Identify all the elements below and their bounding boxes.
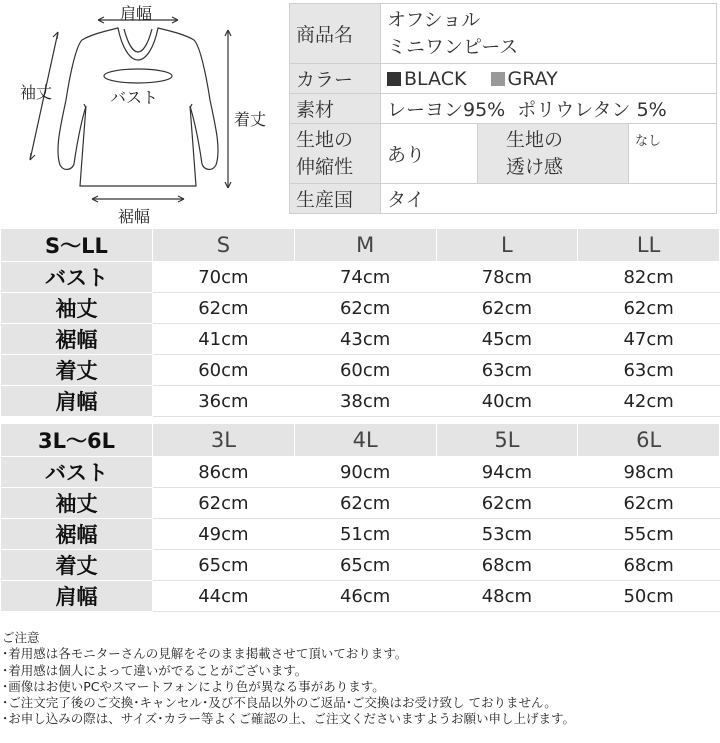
cell-value: 62cm — [436, 488, 578, 519]
table-row — [1, 457, 720, 488]
cell-value: 62cm — [436, 293, 578, 324]
size-col-header: S — [153, 229, 295, 262]
size-table-3l-6l — [0, 423, 720, 612]
name-line-2: ミニワンピース — [387, 35, 519, 58]
row-label: バスト — [1, 457, 153, 488]
table-row — [1, 324, 720, 355]
bust-label: バスト — [110, 88, 159, 107]
notes-title: ご注意 — [2, 630, 40, 645]
cell-value: 62cm — [153, 293, 295, 324]
info-row-origin — [290, 184, 717, 214]
sheer-label: 生地の 透け感 — [478, 124, 629, 184]
sleeve-label: 袖丈 — [20, 83, 53, 102]
size-range-label: 3L～6L — [1, 424, 153, 457]
info-row-material — [290, 94, 717, 124]
product-info-table — [289, 3, 717, 214]
cell-value: 62cm — [578, 488, 720, 519]
black-swatch-icon — [387, 72, 401, 86]
cell-value: 42cm — [578, 386, 720, 417]
row-label: 着丈 — [1, 550, 153, 581]
table-row — [1, 355, 720, 386]
size-header-row — [1, 229, 720, 262]
origin-value: タイ — [381, 184, 717, 214]
size-header-row — [1, 424, 720, 457]
row-label: 着丈 — [1, 355, 153, 386]
material-label: 素材 — [290, 94, 381, 124]
cell-value: 53cm — [436, 519, 578, 550]
cell-value: 98cm — [578, 457, 720, 488]
cell-value: 63cm — [436, 355, 578, 386]
cell-value: 47cm — [578, 324, 720, 355]
cell-value: 74cm — [294, 262, 436, 293]
cell-value: 94cm — [436, 457, 578, 488]
color-value — [381, 64, 717, 94]
cell-value: 48cm — [436, 581, 578, 612]
size-col-header: 4L — [294, 424, 436, 457]
note-line: ･お申し込みの際は、サイズ･カラー等よくご確認の上、ご注文くださいますようお願い申し上げます。 — [2, 711, 576, 727]
info-row-fabric — [290, 124, 717, 184]
info-row-color — [290, 64, 717, 94]
cell-value: 50cm — [578, 581, 720, 612]
cell-value: 60cm — [294, 355, 436, 386]
cell-value: 43cm — [294, 324, 436, 355]
cell-value: 49cm — [153, 519, 295, 550]
row-label: 袖丈 — [1, 488, 153, 519]
row-label: 裾幅 — [1, 324, 153, 355]
note-line: ･画像はお使いPCやスマートフォンにより色が異なる事があります。 — [2, 678, 385, 694]
cell-value: 63cm — [578, 355, 720, 386]
size-col-header: 5L — [436, 424, 578, 457]
row-label: 裾幅 — [1, 519, 153, 550]
note-line: ･ご注文完了後のご交換･キャンセル･及び不良品以外のご返品･ご交換はお受け致し ておりません。 — [2, 695, 557, 711]
cell-value: 60cm — [153, 355, 295, 386]
cell-value: 70cm — [153, 262, 295, 293]
shoulder-label: 肩幅 — [120, 4, 153, 23]
cell-value: 78cm — [436, 262, 578, 293]
size-table-s-ll — [0, 228, 720, 417]
size-col-header: L — [436, 229, 578, 262]
table-row — [1, 386, 720, 417]
table-row — [1, 488, 720, 519]
cell-value: 68cm — [436, 550, 578, 581]
name-label: 商品名 — [290, 4, 381, 64]
cell-value: 38cm — [294, 386, 436, 417]
cell-value: 90cm — [294, 457, 436, 488]
material-value: レーヨン95% ポリウレタン 5% — [381, 94, 717, 124]
stretch-value: あり — [381, 124, 478, 184]
cell-value: 46cm — [294, 581, 436, 612]
size-col-header: M — [294, 229, 436, 262]
hem-label: 裾幅 — [118, 207, 151, 226]
cell-value: 62cm — [294, 488, 436, 519]
color-gray: GRAY — [507, 67, 558, 90]
gray-swatch-icon — [491, 72, 505, 86]
cell-value: 41cm — [153, 324, 295, 355]
note-line: ･着用感は各モニターさんの見解をそのまま掲載させて頂いております。 — [2, 646, 408, 662]
size-col-header: 3L — [153, 424, 295, 457]
info-row-name — [290, 4, 717, 64]
size-col-header: LL — [578, 229, 720, 262]
table-row — [1, 293, 720, 324]
garment-diagram — [0, 0, 290, 226]
cell-value: 62cm — [153, 488, 295, 519]
length-label: 着丈 — [234, 110, 267, 129]
notes-section — [2, 630, 575, 728]
cell-value: 45cm — [436, 324, 578, 355]
cell-value: 55cm — [578, 519, 720, 550]
cell-value: 65cm — [294, 550, 436, 581]
row-label: 肩幅 — [1, 581, 153, 612]
cell-value: 44cm — [153, 581, 295, 612]
color-black: BLACK — [404, 67, 467, 90]
cell-value: 65cm — [153, 550, 295, 581]
table-row — [1, 581, 720, 612]
cell-value: 62cm — [294, 293, 436, 324]
cell-value: 62cm — [578, 293, 720, 324]
cell-value: 86cm — [153, 457, 295, 488]
size-col-header: 6L — [578, 424, 720, 457]
name-value — [381, 4, 717, 64]
cell-value: 36cm — [153, 386, 295, 417]
table-row — [1, 519, 720, 550]
stretch-label: 生地の 伸縮性 — [290, 124, 381, 184]
table-row — [1, 262, 720, 293]
cell-value: 51cm — [294, 519, 436, 550]
cell-value: 68cm — [578, 550, 720, 581]
color-label: カラー — [290, 64, 381, 94]
row-label: 袖丈 — [1, 293, 153, 324]
cell-value: 40cm — [436, 386, 578, 417]
name-line-1: オフショル — [387, 8, 481, 31]
table-row — [1, 550, 720, 581]
note-line: ･着用感は個人によって違いがでることがございます。 — [2, 662, 308, 678]
row-label: バスト — [1, 262, 153, 293]
cell-value: 82cm — [578, 262, 720, 293]
row-label: 肩幅 — [1, 386, 153, 417]
sheer-value: なし — [629, 124, 717, 184]
size-range-label: S～LL — [1, 229, 153, 262]
origin-label: 生産国 — [290, 184, 381, 214]
